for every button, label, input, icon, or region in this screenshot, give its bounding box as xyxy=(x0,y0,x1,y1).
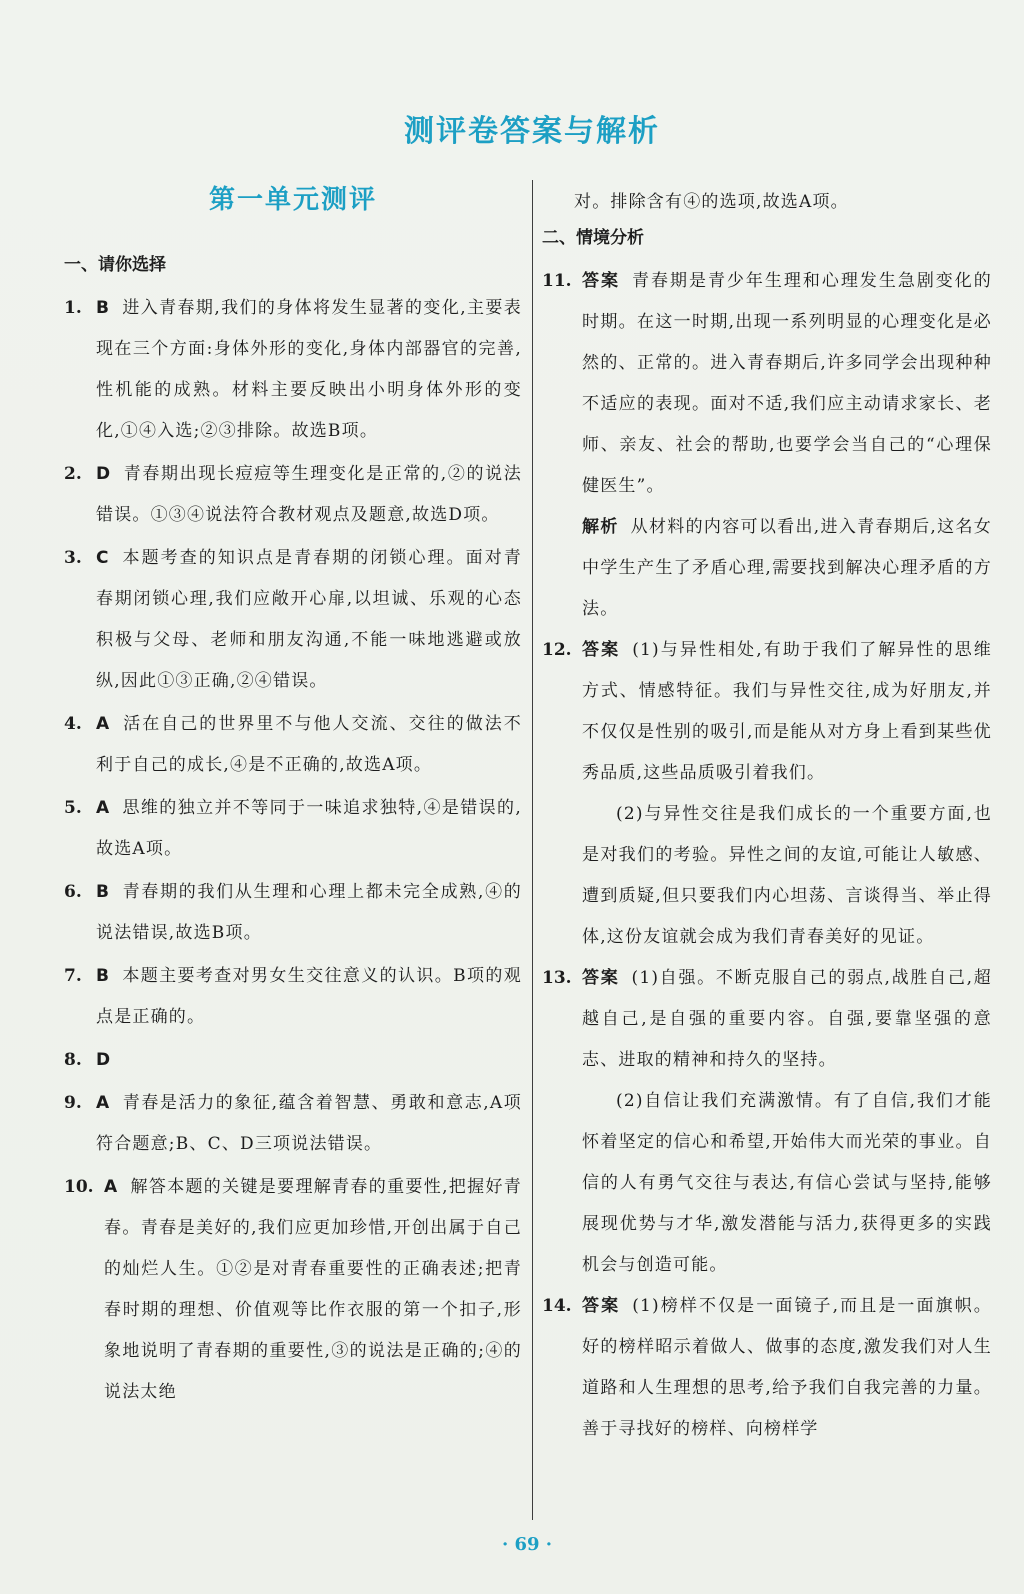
unit-title: 第一单元测评 xyxy=(208,185,377,215)
question-number: 4. xyxy=(64,714,82,734)
question-number: 13. xyxy=(542,968,572,988)
explanation-text: 活在自己的世界里不与他人交流、交往的做法不利于自己的成长,④是不正确的,故选A项。 xyxy=(96,714,522,775)
answer-text: 青春期是青少年生理和心理发生急剧变化的时期。在这一时期,出现一系列明显的心理变化是必然的、正常的。进入青春期后,许多同学会出现种种不适应的表现。面对不适,我们应主动请求家长、老师、亲友、社会的帮助,也要学会当自己的“心理保健医生”。 xyxy=(582,271,992,496)
question-14 xyxy=(542,1286,992,1450)
explanation-text: 进入青春期,我们的身体将发生显著的变化,主要表现在三个方面:身体外形的变化,身体内部器官的完善,性机能的成熟。材料主要反映出小明身体外形的变化,①④入选;②③排除。故选B项。 xyxy=(96,298,522,441)
answer-letter: D xyxy=(96,464,112,484)
answer-label: 答案 xyxy=(582,968,620,988)
question-number: 1. xyxy=(64,298,82,318)
question-number: 2. xyxy=(64,464,82,484)
answer-letter: D xyxy=(96,1050,112,1070)
question-item xyxy=(64,872,522,954)
right-column xyxy=(542,182,992,1450)
explanation-text: 思维的独立并不等同于一味追求独特,④是错误的,故选A项。 xyxy=(96,798,522,859)
left-column xyxy=(64,180,522,1415)
question-number: 9. xyxy=(64,1093,82,1113)
section-heading-situation: 二、情境分析 xyxy=(542,228,644,248)
explanation-text: 解答本题的关键是要理解青春的重要性,把握好青春。青春是美好的,我们应更加珍惜,开创出属于自己的灿烂人生。①②是对青春重要性的正确表述;把青春时期的理想、价值观等比作衣服的第一个扣子,形象地说明了青春期的重要性,③的说法是正确的;④的说法太绝 xyxy=(104,1177,522,1402)
explanation-text: 青春期出现长痘痘等生理变化是正常的,②的说法错误。①③④说法符合教材观点及题意,故选D项。 xyxy=(96,464,522,525)
answer-letter: B xyxy=(96,882,111,902)
question-item xyxy=(64,1083,522,1165)
analysis-text: 从材料的内容可以看出,进入青春期后,这名女中学生产生了矛盾心理,需要找到解决心理矛盾的方法。 xyxy=(582,517,992,619)
answer-label: 答案 xyxy=(582,1296,621,1316)
answer-letter: A xyxy=(96,798,111,818)
question-item xyxy=(64,454,522,536)
answer-text-part1: (1)与异性相处,有助于我们了解异性的思维方式、情感特征。我们与异性交往,成为好朋友,并不仅仅是性别的吸引,而是能从对方身上看到某些优秀品质,这些品质吸引着我们。 xyxy=(582,640,993,783)
question-number: 14. xyxy=(542,1296,572,1316)
page-title: 测评卷答案与解析 xyxy=(404,114,660,149)
explanation-text: 青春期的我们从生理和心理上都未完全成熟,④的说法错误,故选B项。 xyxy=(96,882,522,943)
answer-label: 答案 xyxy=(582,271,620,291)
question-item xyxy=(64,788,522,870)
question-number: 12. xyxy=(542,640,572,660)
answer-text-part1: (1)榜样不仅是一面镜子,而且是一面旗帜。好的榜样昭示着做人、做事的态度,激发我们对人生道路和人生理想的思考,给予我们自我完善的力量。善于寻找好的榜样、向榜样学 xyxy=(582,1296,993,1439)
answer-text-part1: (1)自强。不断克服自己的弱点,战胜自己,超越自己,是自强的重要内容。自强,要靠坚强的意志、进取的精神和持久的坚持。 xyxy=(582,968,992,1070)
answer-letter: B xyxy=(96,966,111,986)
question-item xyxy=(64,956,522,1038)
question-item xyxy=(64,704,522,786)
question-number: 8. xyxy=(64,1050,82,1070)
question-number: 6. xyxy=(64,882,82,902)
question-number: 7. xyxy=(64,966,82,986)
page-number: · 69 · xyxy=(501,1534,553,1555)
question-number: 3. xyxy=(64,548,82,568)
continuation-text: 对。排除含有④的选项,故选A项。 xyxy=(574,192,849,212)
question-item xyxy=(64,288,522,452)
question-13 xyxy=(542,958,992,1286)
answer-text-part2: (2)自信让我们充满激情。有了自信,我们才能怀着坚定的信心和希望,开始伟大而光荣的事业。自信的人有勇气交往与表达,有信心尝试与坚持,能够展现优势与才华,激发潜能与活力,获得更多的实践机会与创造可能。 xyxy=(582,1091,992,1275)
question-12 xyxy=(542,630,992,958)
question-number: 11. xyxy=(542,271,572,291)
column-divider xyxy=(532,180,533,1520)
explanation-text: 青春是活力的象征,蕴含着智慧、勇敢和意志,A项符合题意;B、C、D三项说法错误。 xyxy=(96,1093,522,1154)
question-item xyxy=(64,1167,522,1413)
answer-letter: C xyxy=(96,548,110,568)
question-item xyxy=(64,1040,522,1081)
answer-letter: A xyxy=(96,1093,111,1113)
explanation-text: 本题主要考查对男女生交往意义的认识。B项的观点是正确的。 xyxy=(96,966,522,1027)
analysis-label: 解析 xyxy=(582,517,619,537)
question-number: 10. xyxy=(64,1177,94,1197)
answer-text-part2: (2)与异性交往是我们成长的一个重要方面,也是对我们的考验。异性之间的友谊,可能让人敏感、遭到质疑,但只要我们内心坦荡、言谈得当、举止得体,这份友谊就会成为我们青春美好的见证。 xyxy=(582,804,992,947)
section-heading-choice: 一、请你选择 xyxy=(64,255,166,275)
answer-letter: A xyxy=(96,714,111,734)
question-number: 5. xyxy=(64,798,82,818)
question-11 xyxy=(542,261,992,630)
question-item xyxy=(64,538,522,702)
answer-letter: B xyxy=(96,298,111,318)
explanation-text: 本题考查的知识点是青春期的闭锁心理。面对青春期闭锁心理,我们应敞开心扉,以坦诚、乐观的心态积极与父母、老师和朋友沟通,不能一味地逃避或放纵,因此①③正确,②④错误。 xyxy=(96,548,522,691)
answer-label: 答案 xyxy=(582,640,621,660)
answer-letter: A xyxy=(104,1177,119,1197)
